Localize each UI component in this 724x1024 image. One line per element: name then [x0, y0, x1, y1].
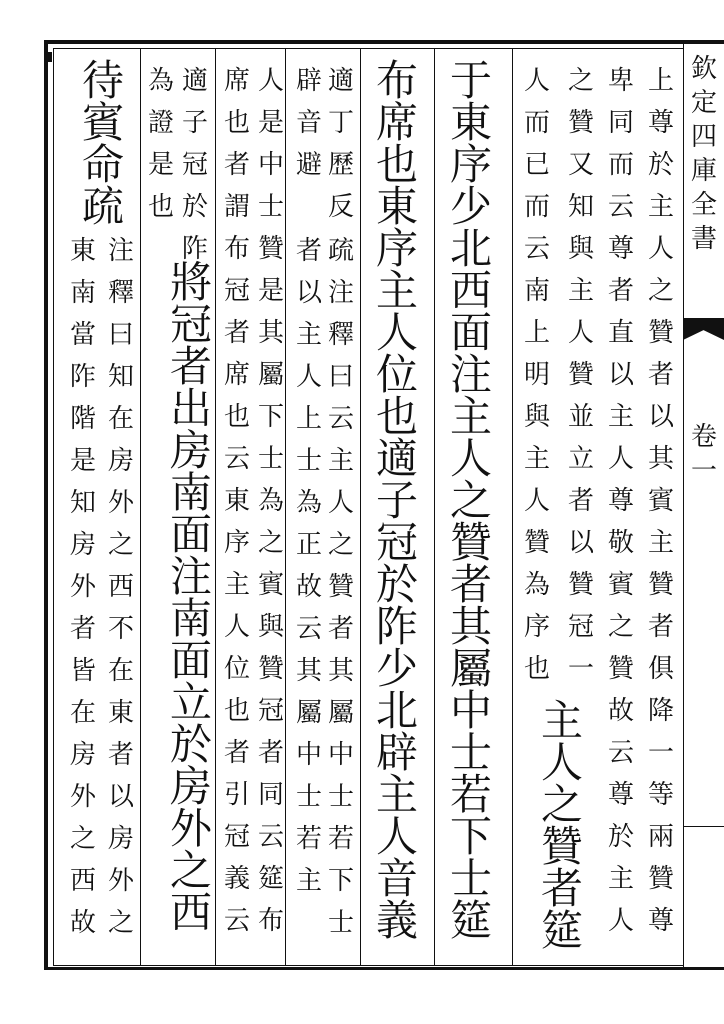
text-column: 上尊於主人之贊者以其賓主贊者俱降一等兩贊尊 — [647, 66, 674, 936]
text-column: 注釋曰知在房外之西不在東者以房外之 — [107, 236, 134, 938]
column-divider — [434, 48, 435, 966]
text-column-main: 主人之贊者筵 — [540, 696, 583, 955]
text-column: 辟音避 — [295, 66, 322, 180]
corner-mark — [46, 52, 52, 62]
text-column: 適丁歷反 — [327, 66, 354, 222]
margin-volume-label: 卷一 — [690, 422, 717, 486]
column-divider — [360, 48, 361, 966]
text-column: 東南當阼階是知房外者皆在房外之西故 — [69, 236, 96, 938]
text-column: 疏注釋曰云主人之贊者其屬中士若下士 — [327, 236, 354, 938]
text-column-main: 將冠者出房南面注南面立於房外之西 — [169, 258, 212, 937]
column-divider — [140, 48, 141, 966]
text-column: 適子冠於阼 — [181, 66, 208, 264]
text-column: 人而已而云南上明與主人贊為序也 — [523, 66, 550, 684]
text-column-main: 待賓命疏 — [81, 56, 124, 231]
text-column: 為證是也 — [147, 66, 174, 222]
text-column: 席也者謂布冠者席也云東序主人位也者引冠義云 — [223, 66, 250, 936]
text-column: 卑同而云尊者直以主人尊敬賓之贊故云尊於主人 — [607, 66, 634, 936]
margin-divider — [683, 826, 724, 827]
text-column: 之贊又知與主人贊並立者以贊冠一 — [567, 66, 594, 684]
margin-book-title: 欽定四庫全書 — [690, 54, 717, 254]
column-divider — [215, 48, 216, 966]
text-column-main: 布席也東序主人位也適子冠於阼少北辟主人音義 — [375, 56, 418, 945]
column-divider — [512, 48, 513, 966]
text-column: 人是中士贊是其屬下士為之賓與贊冠者同云筵布 — [257, 66, 284, 936]
text-column: 者以主人上士為正故云其屬中士若主 — [295, 236, 322, 896]
text-column-main: 于東序少北西面注主人之贊者其屬中士若下士筵 — [449, 56, 492, 945]
